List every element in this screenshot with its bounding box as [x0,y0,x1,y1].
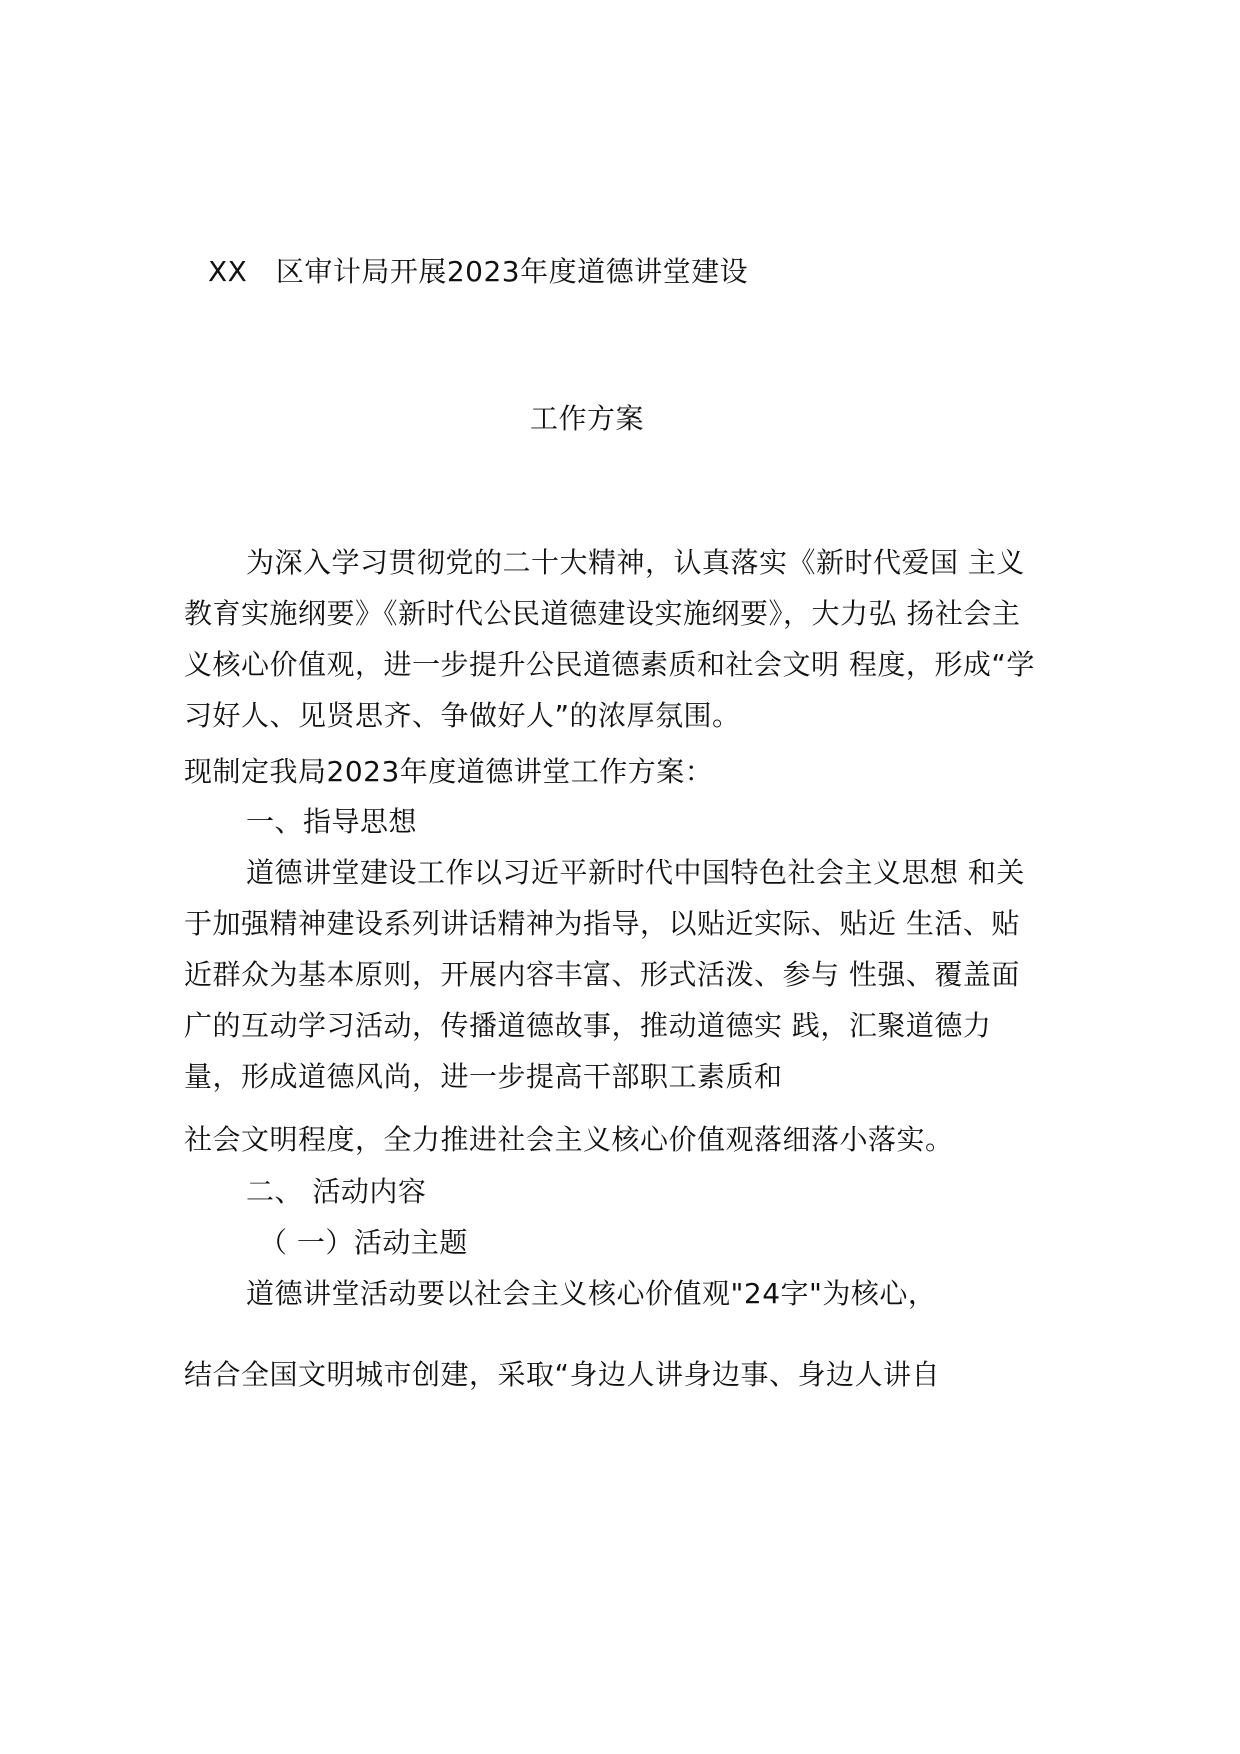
document-subtitle: 工作方案 [530,402,645,435]
body-line-5: 现制定我局2023年度道德讲堂工作方案： [184,755,714,788]
section-heading-guiding-thought: 一、指导思想 [246,805,418,838]
section-heading-activity-content: 二、 活动内容 [246,1175,427,1208]
body-line-13: 结合全国文明城市创建，采取“身边人讲身边事、身边人讲自 [184,1358,941,1391]
body-line-7: 于加强精神建设系列讲话精神为指导，以贴近实际、贴近 生活、贴 [184,907,1020,940]
body-line-8: 近群众为基本原则，开展内容丰富、形式活泼、参与 性强、覆盖面 [184,958,1020,991]
body-line-2: 教育实施纲要》《新时代公民道德建设实施纲要》，大力弘 扬社会主 [184,597,1021,630]
body-line-3: 义核心价值观，进一步提升公民道德素质和社会文明 程度，形成“学 [184,648,1035,681]
subsection-heading-activity-theme: （ 一）活动主题 [259,1226,468,1259]
document-title: XX 区审计局开展2023年度道德讲堂建设 [208,255,749,288]
body-line-12: 道德讲堂活动要以社会主义核心价值观"24字"为核心， [246,1277,937,1310]
body-line-1: 为深入学习贯彻党的二十大精神，认真落实《新时代爱国 主义 [246,546,1025,579]
body-line-9: 广的互动学习活动，传播道德故事，推动道德实 践，汇聚道德力 [184,1009,992,1042]
body-line-10: 量，形成道德风尚，进一步提高干部职工素质和 [184,1060,783,1093]
body-line-6: 道德讲堂建设工作以习近平新时代中国特色社会主义思想 和关 [246,856,1025,889]
body-line-11: 社会文明程度，全力推进社会主义核心价值观落细落小落实。 [184,1123,954,1156]
body-line-4: 习好人、见贤思齐、争做好人”的浓厚氛围。 [184,699,741,732]
